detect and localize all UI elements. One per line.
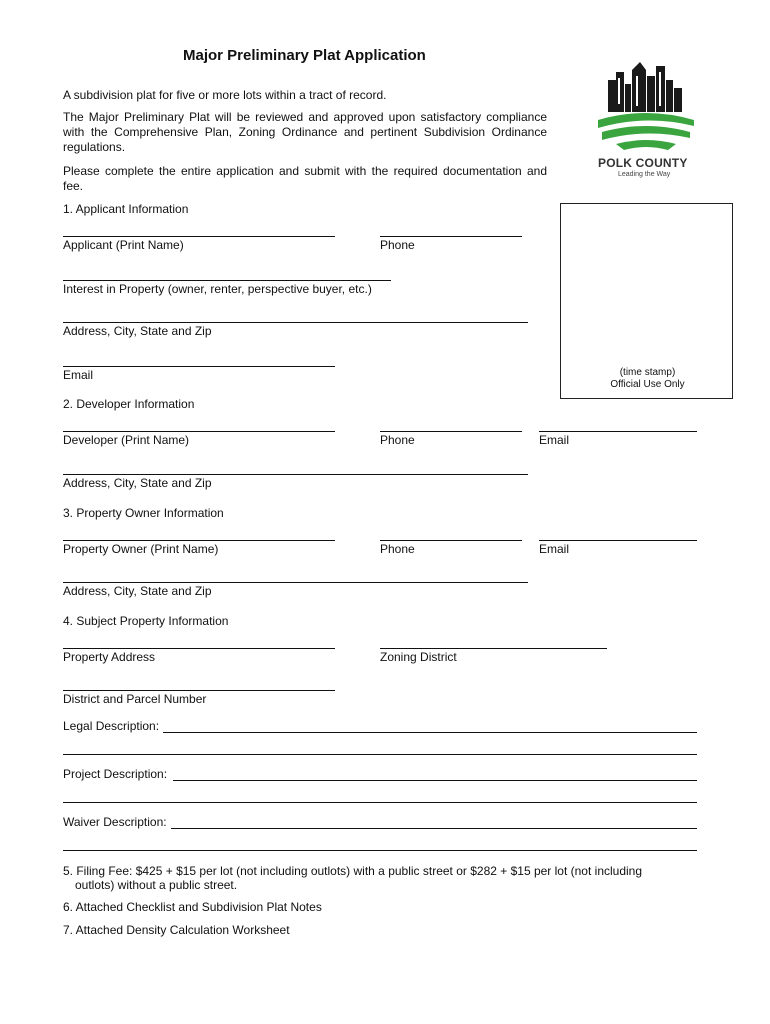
developer-address-label: Address, City, State and Zip	[63, 476, 212, 490]
zoning-district-label: Zoning District	[380, 650, 457, 664]
applicant-interest-label: Interest in Property (owner, renter, perspective buyer, etc.)	[63, 282, 372, 296]
stamp-label: (time stamp)	[619, 367, 676, 378]
developer-email-label: Email	[539, 433, 570, 447]
applicant-heading: 1. Applicant Information	[63, 202, 189, 216]
owner-email-label: Email	[539, 542, 570, 556]
property-address-label: Property Address	[63, 650, 156, 664]
owner-phone-label: Phone	[380, 542, 415, 556]
developer-email-field[interactable]	[539, 431, 697, 432]
applicant-name-label: Applicant (Print Name)	[63, 238, 184, 252]
waiver-description-label: Waiver Description:	[63, 815, 167, 829]
parcel-number-field[interactable]	[63, 690, 335, 691]
developer-address-field[interactable]	[63, 474, 528, 475]
applicant-address-label: Address, City, State and Zip	[63, 324, 212, 338]
waiver-description-field-2[interactable]	[63, 850, 697, 851]
applicant-interest-field[interactable]	[63, 280, 391, 281]
owner-heading: 3. Property Owner Information	[63, 506, 224, 520]
developer-phone-field[interactable]	[380, 431, 522, 432]
subject-heading: 4. Subject Property Information	[63, 614, 229, 628]
developer-name-label: Developer (Print Name)	[63, 433, 190, 447]
intro-review-text: The Major Preliminary Plat will be reviewed and approved upon satisfactory compliance with the Comprehensive Plan, Zoning Ordinance and pertinent Subdivision Ordinance regulations.	[63, 110, 547, 154]
intro-summary: A subdivision plat for five or more lots within a tract of record.	[63, 88, 387, 102]
applicant-email-label: Email	[63, 368, 94, 382]
owner-address-field[interactable]	[63, 582, 528, 583]
owner-name-field[interactable]	[63, 540, 335, 541]
intro-instructions: Please complete the entire application and submit with the required documentation and fee.	[63, 164, 547, 193]
developer-phone-label: Phone	[380, 433, 415, 447]
owner-name-label: Property Owner (Print Name)	[63, 542, 219, 556]
filing-fee-text: 5. Filing Fee: $425 + $15 per lot (not including outlots) with a public street or $282 + $15 per lot (not including	[63, 864, 643, 878]
official-use-label: Official Use Only	[610, 379, 685, 390]
parcel-number-label: District and Parcel Number	[63, 692, 207, 706]
checklist-item: 6. Attached Checklist and Subdivision Plat Notes	[63, 900, 322, 914]
applicant-name-field[interactable]	[63, 236, 335, 237]
applicant-address-field[interactable]	[63, 322, 528, 323]
zoning-district-field[interactable]	[380, 648, 607, 649]
applicant-email-field[interactable]	[63, 366, 335, 367]
logo-tagline: Leading the Way	[618, 171, 671, 178]
owner-email-field[interactable]	[539, 540, 697, 541]
legal-description-field[interactable]	[163, 732, 697, 733]
property-address-field[interactable]	[63, 648, 335, 649]
legal-description-field-2[interactable]	[63, 754, 697, 755]
applicant-phone-field[interactable]	[380, 236, 522, 237]
project-description-field[interactable]	[173, 780, 697, 781]
polk-county-logo	[594, 58, 698, 186]
owner-address-label: Address, City, State and Zip	[63, 584, 212, 598]
applicant-phone-label: Phone	[380, 238, 415, 252]
time-stamp-box	[560, 203, 733, 399]
project-description-label: Project Description:	[63, 767, 168, 781]
developer-heading: 2. Developer Information	[63, 397, 195, 411]
density-worksheet-item: 7. Attached Density Calculation Worksheet	[63, 923, 290, 937]
owner-phone-field[interactable]	[380, 540, 522, 541]
logo-name: POLK COUNTY	[598, 156, 688, 170]
project-description-field-2[interactable]	[63, 802, 697, 803]
page-title: Major Preliminary Plat Application	[183, 47, 426, 64]
waiver-description-field[interactable]	[171, 828, 697, 829]
filing-fee-text-continued: outlots) without a public street.	[75, 878, 238, 892]
legal-description-label: Legal Description:	[63, 719, 160, 733]
developer-name-field[interactable]	[63, 431, 335, 432]
